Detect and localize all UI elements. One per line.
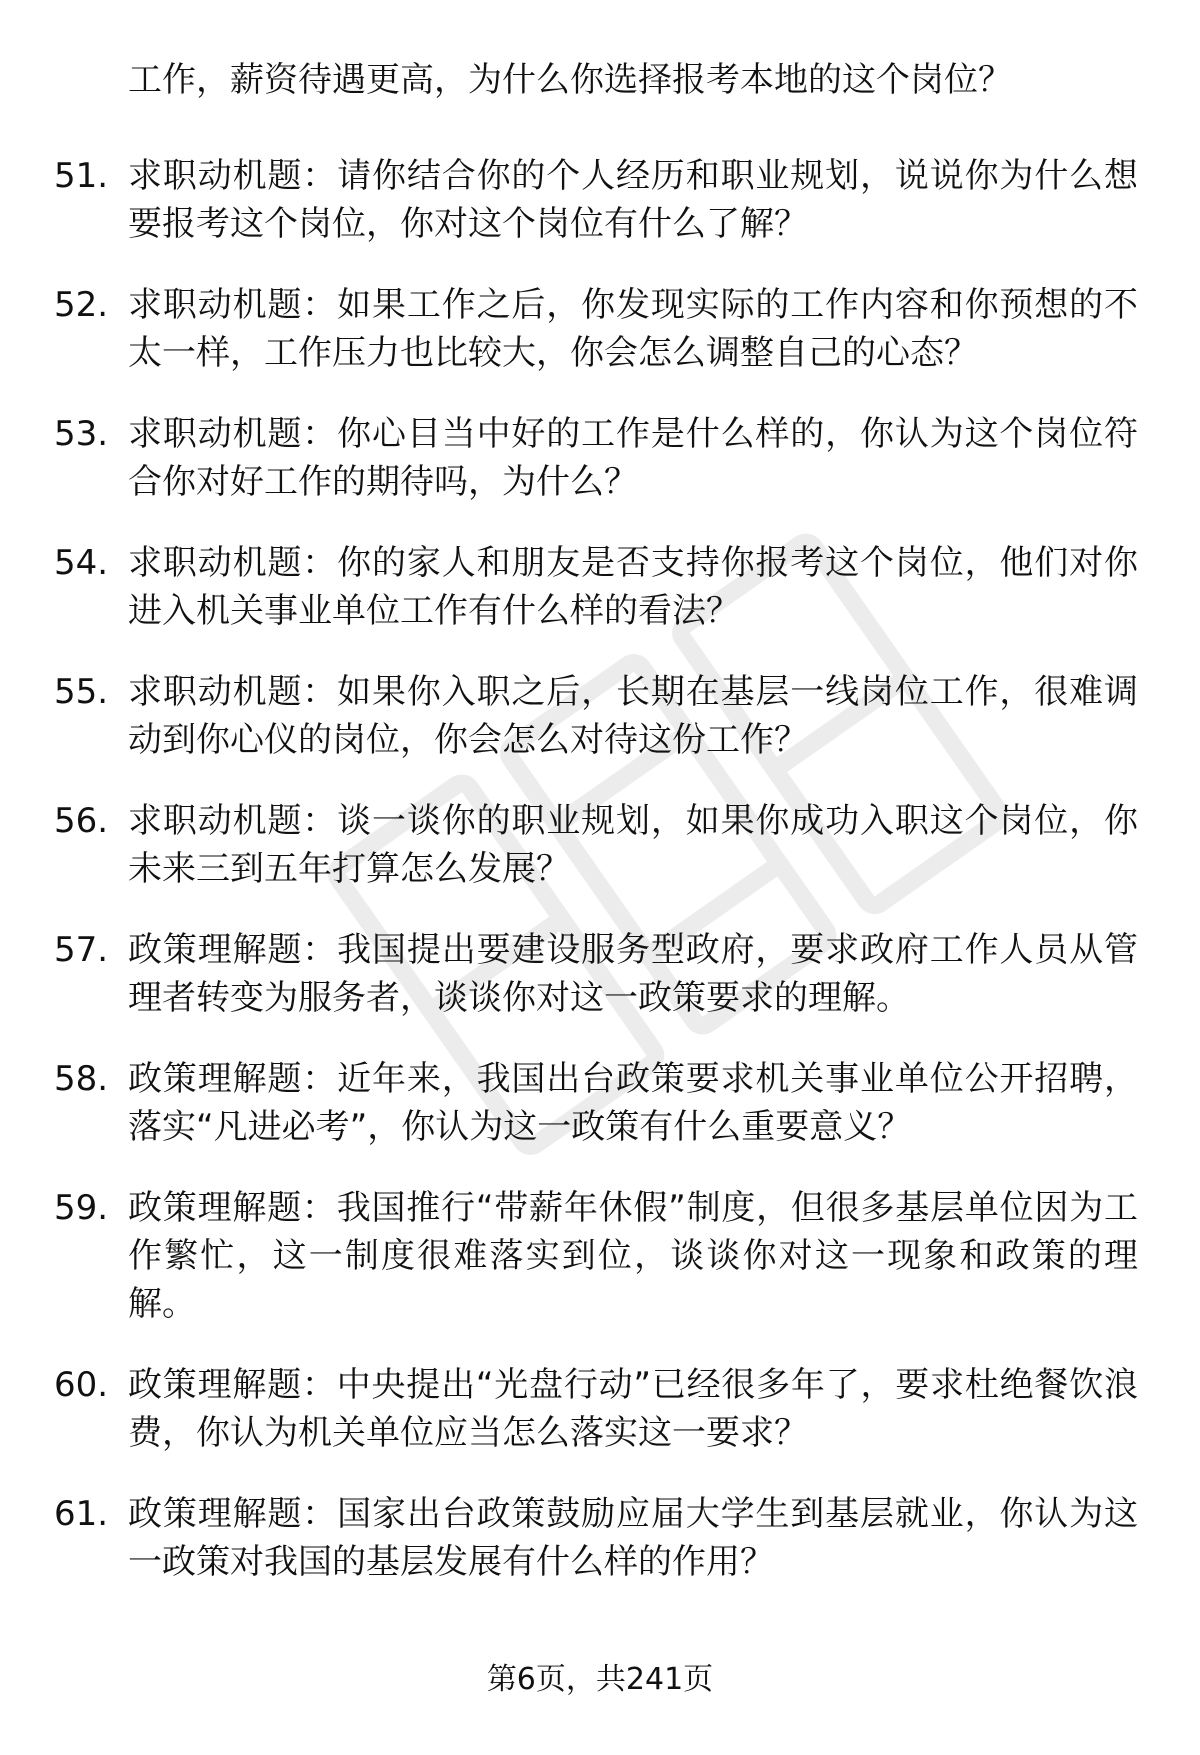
question-item bbox=[0, 1055, 1138, 1151]
question-text: 政策理解题：我国提出要建设服务型政府，要求政府工作人员从管理者转变为服务者，谈谈你对这一政策要求的理解。 bbox=[128, 930, 1138, 1018]
question-number: 59. bbox=[54, 1188, 109, 1228]
question-number: 57. bbox=[54, 930, 109, 970]
question-list bbox=[0, 152, 1200, 1619]
question-number: 55. bbox=[54, 672, 109, 712]
question-text: 政策理解题：国家出台政策鼓励应届大学生到基层就业，你认为这一政策对我国的基层发展有什么样的作用？ bbox=[128, 1494, 1138, 1582]
question-item bbox=[0, 1361, 1138, 1457]
question-text: 求职动机题：谈一谈你的职业规划，如果你成功入职这个岗位，你未来三到五年打算怎么发展？ bbox=[128, 801, 1138, 889]
question-number: 52. bbox=[54, 285, 109, 325]
question-text: 求职动机题：你心目当中好的工作是什么样的，你认为这个岗位符合你对好工作的期待吗，为什么？ bbox=[128, 414, 1138, 502]
question-item bbox=[0, 410, 1138, 506]
question-number: 53. bbox=[54, 414, 109, 454]
continued-question-text: 工作，薪资待遇更高，为什么你选择报考本地的这个岗位？ bbox=[128, 60, 1012, 100]
question-number: 54. bbox=[54, 543, 109, 583]
question-item bbox=[0, 281, 1138, 377]
question-number: 56. bbox=[54, 801, 109, 841]
question-item bbox=[0, 797, 1138, 893]
question-number: 51. bbox=[54, 156, 109, 196]
question-text: 求职动机题：你的家人和朋友是否支持你报考这个岗位，他们对你进入机关事业单位工作有什么样的看法？ bbox=[128, 543, 1138, 631]
question-item bbox=[0, 1490, 1138, 1586]
question-item bbox=[0, 926, 1138, 1022]
question-text: 政策理解题：近年来，我国出台政策要求机关事业单位公开招聘，落实“凡进必考”，你认为这一政策有什么重要意义？ bbox=[128, 1059, 1138, 1147]
question-item bbox=[0, 668, 1138, 764]
question-text: 政策理解题：我国推行“带薪年休假”制度，但很多基层单位因为工作繁忙，这一制度很难落实到位，谈谈你对这一现象和政策的理解。 bbox=[128, 1188, 1138, 1324]
page-number-footer: 第6页，共241页 bbox=[486, 1662, 714, 1697]
question-text: 求职动机题：请你结合你的个人经历和职业规划，说说你为什么想要报考这个岗位，你对这个岗位有什么了解？ bbox=[128, 156, 1138, 244]
question-number: 61. bbox=[54, 1494, 109, 1534]
question-item bbox=[0, 539, 1138, 635]
question-text: 政策理解题：中央提出“光盘行动”已经很多年了，要求杜绝餐饮浪费，你认为机关单位应当怎么落实这一要求？ bbox=[128, 1365, 1138, 1453]
question-number: 60. bbox=[54, 1365, 109, 1405]
question-text: 求职动机题：如果工作之后，你发现实际的工作内容和你预想的不太一样，工作压力也比较大，你会怎么调整自己的心态？ bbox=[128, 285, 1138, 373]
question-item bbox=[0, 1184, 1138, 1328]
question-number: 58. bbox=[54, 1059, 109, 1099]
question-item bbox=[0, 152, 1138, 248]
question-text: 求职动机题：如果你入职之后，长期在基层一线岗位工作，很难调动到你心仪的岗位，你会怎么对待这份工作？ bbox=[128, 672, 1138, 760]
